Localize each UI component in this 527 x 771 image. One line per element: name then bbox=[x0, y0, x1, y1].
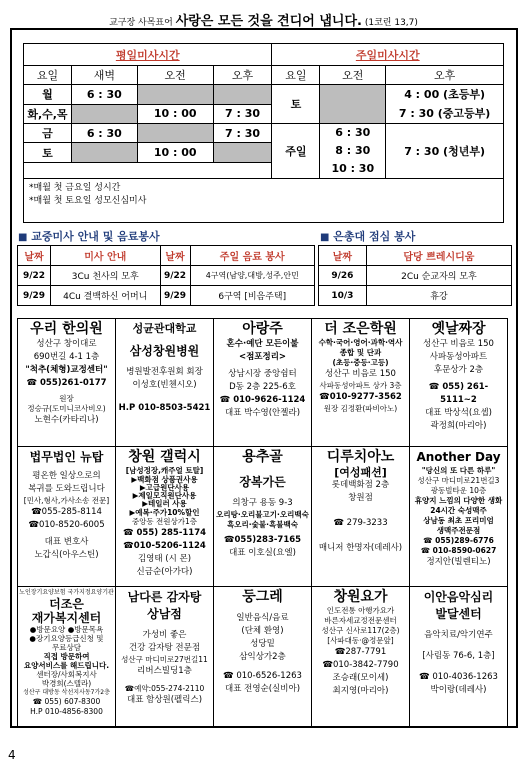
row-mon: 월 bbox=[24, 85, 72, 105]
col-day-sun: 요일 bbox=[272, 66, 320, 85]
ad-title: 아랑주 bbox=[242, 321, 283, 337]
motto-text: 사랑은 모든 것을 견디어 냅니다. bbox=[175, 14, 362, 29]
ad-deojoeun-welfare bbox=[18, 587, 116, 727]
ad-title: 둥그레 bbox=[242, 589, 283, 605]
ad-phone: ☎010-8520-6005 bbox=[28, 520, 105, 530]
ad-line: 일반음식/음료 bbox=[236, 613, 289, 623]
ad-line: 무료상담 bbox=[52, 643, 81, 652]
ad-line: 중앙동 전원상가1층 bbox=[131, 517, 198, 526]
ad-line: 대표 이호실(요엘) bbox=[229, 548, 296, 558]
mon-dawn: 6 : 30 bbox=[71, 85, 137, 105]
ad-line: 원장 김정환(파비아노) bbox=[323, 404, 398, 413]
fri-dawn: 6 : 30 bbox=[71, 124, 137, 143]
ad-line: 흑오리·숯불·흑불백숙 bbox=[227, 520, 298, 529]
ad-line: 직접 방문하여 bbox=[43, 652, 90, 661]
ad-dunggre bbox=[214, 587, 312, 727]
ad-samsung-hospital bbox=[116, 319, 214, 447]
ad-title: 삼성창원병원 bbox=[129, 344, 200, 358]
lunch-section-title bbox=[320, 228, 415, 244]
ad-line: (초등·중등·고등) bbox=[332, 358, 389, 367]
ad-phone: ☎ 010-8590-0627 bbox=[420, 546, 497, 555]
ad-phone: ☎ 010-6526-1263 bbox=[223, 671, 302, 681]
col-pm-sun: 오후 bbox=[386, 66, 504, 85]
ad-line: 대표 박상석(요셉) bbox=[425, 408, 492, 418]
ad-line: 삼익상가2층 bbox=[239, 652, 286, 662]
table-cell: 휴강 bbox=[366, 286, 511, 306]
ad-title: Another Day bbox=[416, 450, 501, 464]
mass-schedule-table bbox=[23, 43, 504, 223]
ad-title: 우리 한의원 bbox=[30, 321, 103, 337]
ad-line: ▶예복·주가10%할인 bbox=[129, 508, 200, 517]
ad-line: 건강 감자탕 전문점 bbox=[128, 643, 201, 653]
table-cell: 9/29 bbox=[160, 286, 190, 306]
table-row: 10/3 bbox=[319, 286, 367, 306]
ad-diluciano bbox=[312, 447, 410, 587]
sunday-pm-time: 7 : 30 (청년부) bbox=[386, 124, 504, 179]
ad-phone: ☎ 055) 285-1174 bbox=[122, 528, 207, 538]
ad-phone: ☎010-5206-1124 bbox=[123, 541, 206, 551]
ad-line: 조승래(모이세) bbox=[332, 673, 389, 683]
intro-section-title bbox=[18, 228, 160, 244]
ad-title: 창원요가 bbox=[333, 589, 388, 605]
col-mass: 미사 안내 bbox=[50, 246, 160, 266]
row-fri: 금 bbox=[24, 124, 72, 143]
ad-arangju bbox=[214, 319, 312, 447]
ad-ian-music-therapy bbox=[410, 587, 508, 727]
empty-cell bbox=[137, 124, 213, 143]
ad-line: 리버스빌딩1층 bbox=[137, 666, 192, 676]
ad-title: 재가복지센터 bbox=[31, 611, 102, 625]
ad-phone: ☎예약:055-274-2110 bbox=[124, 684, 205, 693]
col-date2: 날짜 bbox=[160, 246, 190, 266]
ad-line: 생맥주전문점 bbox=[436, 526, 481, 535]
sunday-am-times bbox=[320, 124, 386, 179]
weekday-mass-title: 평일미사시간 bbox=[24, 44, 272, 66]
note-2: *매월 첫 토요일 성모신심미사 bbox=[29, 196, 147, 206]
ad-phone: ☎010-3842-7790 bbox=[322, 660, 399, 670]
ad-phone: ☎ 055) 607-8300 bbox=[32, 697, 101, 706]
empty-cell bbox=[137, 85, 213, 105]
ad-line: 김영태 (시 몬) bbox=[137, 554, 192, 564]
col-pm: 오후 bbox=[213, 66, 272, 85]
col-drink: 주일 음료 봉사 bbox=[190, 246, 314, 266]
ad-phone: H.P 010-8503-5421 bbox=[118, 403, 211, 413]
ad-line: 24시간 숙성맥주 bbox=[430, 506, 487, 515]
ad-line: 창원점 bbox=[348, 493, 373, 503]
intro-title-text: 교중미사 안내 및 음료봉사 bbox=[31, 230, 160, 243]
fri-pm: 7 : 30 bbox=[213, 124, 272, 143]
lunch-title-text: 은총대 점심 봉사 bbox=[333, 230, 416, 243]
ad-line: 음악치료/악기연주 bbox=[424, 630, 493, 640]
ad-phone: ☎ 010-4036-1263 bbox=[419, 672, 498, 682]
tuethu-am: 10 : 00 bbox=[137, 104, 213, 124]
col-am: 오전 bbox=[137, 66, 213, 85]
ad-line: ▶백화점 상품권사용 bbox=[131, 475, 198, 484]
ad-line: 정승규(도미니코사비오) bbox=[27, 404, 106, 413]
note-1: *매월 첫 금요일 성시간 bbox=[29, 183, 121, 193]
ad-line: 매니저 한명자(데레사) bbox=[318, 543, 403, 553]
ad-line: 오리탕·오리불고기·오리백숙 bbox=[216, 510, 309, 519]
empty-cell bbox=[71, 104, 137, 124]
ad-subtitle: 성균관대학교 bbox=[132, 322, 197, 335]
ad-line: 성산구 마디미로21번길3 bbox=[417, 476, 500, 485]
ad-line: 690번길 4-1 1층 bbox=[33, 352, 100, 362]
ad-title: 용추골 bbox=[242, 449, 283, 465]
ad-line: 박경희(스텔라) bbox=[41, 679, 92, 688]
ad-line: [남성정장,캐주얼 토탈] bbox=[125, 466, 204, 475]
ads-grid bbox=[17, 318, 508, 727]
ad-line: 곽정희(마리아) bbox=[430, 421, 487, 431]
page-motto bbox=[0, 10, 527, 29]
ad-woori-clinic bbox=[18, 319, 116, 447]
ad-title: 창원 갤럭시 bbox=[128, 449, 201, 465]
ad-line: ●장기요양등급신청 및 bbox=[29, 634, 104, 643]
ad-namdareun-gamjatang bbox=[116, 587, 214, 727]
ad-line: 복귀를 도와드립니다 bbox=[28, 484, 105, 494]
sat-pm-times bbox=[386, 85, 504, 124]
ad-phone: ☎287-7791 bbox=[334, 647, 387, 657]
empty-cell bbox=[24, 162, 272, 178]
sunday-mass-title: 주일미사시간 bbox=[272, 44, 504, 66]
ad-phone: ☎010-9277-3562 bbox=[319, 392, 402, 402]
table-cell: 2Cu 순교자의 모후 bbox=[366, 266, 511, 286]
table-cell: 4Cu 결백하신 어머니 bbox=[50, 286, 160, 306]
ad-line: 상남시장 중앙쉼터 bbox=[228, 369, 297, 379]
ad-line: 바른자세교정전문센터 bbox=[324, 616, 397, 625]
row-tuethu: 화,수,목 bbox=[24, 104, 72, 124]
ad-line: 성산구 신사로117(2층) bbox=[321, 626, 400, 635]
intro-table bbox=[17, 245, 315, 306]
ad-line: 사파동성아파트 bbox=[429, 352, 488, 362]
ad-line: 인도전통 아행가요가 bbox=[326, 606, 395, 615]
ad-line: 성산구 비음로 150 bbox=[423, 339, 494, 349]
col-duty: 담당 쁘레시디움 bbox=[366, 246, 511, 266]
ad-line: 노인장기요양보험 국가지정요양기관 bbox=[19, 589, 114, 596]
ad-another-day bbox=[410, 447, 508, 587]
ad-phone: ☎ 055)261-0177 bbox=[26, 378, 107, 388]
ad-phone: ☎ 279-3233 bbox=[333, 518, 388, 528]
ad-phone: ☎055-285-8114 bbox=[31, 507, 102, 517]
ad-line: (단체 환영) bbox=[241, 626, 284, 636]
ad-line: 혼수·예단 모든이불 bbox=[226, 339, 299, 349]
ad-line: [사파대동·@정문앞] bbox=[327, 636, 394, 645]
table-cell: 9/22 bbox=[160, 266, 190, 286]
ad-line: [여성패션] bbox=[334, 466, 387, 479]
ad-title: 장복가든 bbox=[239, 475, 286, 489]
ad-line: 이성호(빈첸시오) bbox=[132, 380, 197, 390]
sat-am: 10 : 00 bbox=[137, 143, 213, 162]
ad-line: 최지영(마리아) bbox=[332, 686, 389, 696]
ad-line: "당신의 또 다른 하루" bbox=[421, 466, 496, 475]
ad-title: 더 조은학원 bbox=[324, 321, 397, 337]
empty-cell bbox=[213, 85, 272, 105]
ad-line: 종합 및 단과 bbox=[339, 348, 382, 357]
ad-phone: ☎055)283-7165 bbox=[223, 535, 302, 545]
col-am-sun: 오전 bbox=[320, 66, 386, 85]
ad-title: 발달센터 bbox=[435, 607, 482, 621]
ad-line: D동 2층 225-6호 bbox=[229, 382, 296, 392]
square-icon: ■ bbox=[320, 232, 330, 243]
ad-changwon-yoga bbox=[312, 587, 410, 727]
ad-line: 대표 함상원(펠릭스) bbox=[126, 695, 203, 705]
ad-line: ●방문요양 ●방문목욕 bbox=[29, 625, 104, 634]
ad-line: 정지안(빌렌티노) bbox=[426, 557, 491, 567]
ad-line: 사파동성아파트 상가 3층 bbox=[319, 381, 402, 390]
ad-line: 성당밑 bbox=[250, 639, 275, 649]
ad-title: 이안음악심리 bbox=[423, 590, 494, 604]
table-row: 9/29 bbox=[18, 286, 51, 306]
ad-line: 의창구 용동 9-3 bbox=[232, 498, 293, 508]
ad-line: 성산구 비음로 150 bbox=[325, 369, 396, 379]
empty-cell bbox=[213, 143, 272, 162]
ad-old-jjajang bbox=[410, 319, 508, 447]
tuethu-pm: 7 : 30 bbox=[213, 104, 272, 124]
ad-newtop-law bbox=[18, 447, 116, 587]
ad-line: 휴양지 느낌의 다양한 생화 bbox=[414, 496, 503, 505]
sun-am-2: 8 : 30 bbox=[335, 144, 371, 157]
ad-line: 원장 bbox=[59, 394, 74, 403]
ad-line: 상남동 최초 프리미엄 bbox=[423, 516, 494, 525]
ad-line: 광동빌타운 10층 bbox=[430, 486, 487, 495]
page-number: 4 bbox=[8, 748, 16, 762]
table-row: 9/22 bbox=[18, 266, 51, 286]
ad-title: 상남점 bbox=[147, 607, 182, 621]
ad-line: 대표 박수영(안젤라) bbox=[224, 408, 301, 418]
ad-line: 대표 전영순(실비아) bbox=[224, 684, 301, 694]
sat-pm-2: 7 : 30 (중고등부) bbox=[398, 107, 491, 120]
ad-phone: ☎ 010-9626-1124 bbox=[219, 395, 306, 405]
ad-line: 센터장/사회복지사 bbox=[36, 670, 97, 679]
ad-line: 노갑식(아우스틴) bbox=[34, 550, 99, 560]
ad-line: 후문상가 2층 bbox=[433, 365, 484, 375]
ad-line: 대표 변호사 bbox=[44, 537, 89, 547]
sun-am-1: 6 : 30 bbox=[335, 126, 371, 139]
ad-galaxy bbox=[116, 447, 214, 587]
col-dawn: 새벽 bbox=[71, 66, 137, 85]
ad-phone: ☎ 055)289-6776 bbox=[423, 536, 494, 545]
ad-title: 옛날짜장 bbox=[431, 321, 486, 337]
ad-line: 성산구 마디미로27번길11 bbox=[121, 655, 208, 664]
motto-citation: (1코린 13,7) bbox=[364, 18, 418, 28]
sun-am-3: 10 : 30 bbox=[331, 162, 375, 175]
ad-title: 법무법인 뉴탑 bbox=[29, 450, 104, 464]
square-icon: ■ bbox=[18, 232, 28, 243]
ad-line: 가성비 좋은 bbox=[142, 630, 187, 640]
ad-yongchugol bbox=[214, 447, 312, 587]
ad-line: [민사,형사,가사소송 전문] bbox=[23, 496, 110, 505]
table-cell: 4구역(남양,대방,성주,안민 bbox=[190, 266, 314, 286]
sat-sun-label: 토 bbox=[272, 85, 320, 124]
mass-notes bbox=[24, 179, 504, 223]
ad-line: ▶고급원단사용 bbox=[139, 483, 190, 492]
ad-line: 신금순(아가다) bbox=[136, 567, 193, 577]
ad-phone: H.P 010-4856-8300 bbox=[30, 707, 103, 716]
ad-line: 박이랑(데레사) bbox=[430, 685, 487, 695]
ad-line: ▶제일모직원단사용 bbox=[132, 491, 197, 500]
lunch-table bbox=[318, 245, 512, 306]
ad-line: 성산구 대방동 삭선지사동7가2층 bbox=[23, 689, 110, 696]
ad-line: <점포정리> bbox=[238, 352, 287, 362]
ad-line: [사림동 76-6, 1층] bbox=[422, 651, 495, 661]
motto-prefix: 교구장 사목표어 bbox=[109, 18, 173, 28]
ad-title: 남다른 감자탕 bbox=[127, 590, 202, 604]
col-date: 날짜 bbox=[319, 246, 367, 266]
ad-line: 롯데백화점 2층 bbox=[331, 480, 390, 490]
ad-line: 병원발전후원회 회장 bbox=[126, 367, 203, 377]
ad-line: 요양서비스를 해드립니다. bbox=[23, 661, 110, 670]
ad-title: 더조은 bbox=[49, 597, 84, 611]
empty-cell bbox=[71, 143, 137, 162]
table-cell: 3Cu 천사의 모후 bbox=[50, 266, 160, 286]
ad-line: 노현수(카타리나) bbox=[34, 415, 99, 425]
ad-title: 디루치아노 bbox=[326, 449, 395, 465]
empty-cell bbox=[320, 85, 386, 124]
ad-line: 성산구 창이대로 bbox=[36, 339, 97, 349]
ad-line: 평온한 일상으로의 bbox=[32, 471, 101, 481]
ad-phone: ☎ 055) 261-5111~2 bbox=[428, 382, 489, 405]
ad-deojoeun-academy bbox=[312, 319, 410, 447]
col-day: 요일 bbox=[24, 66, 72, 85]
ad-line: ▶테일러 사용 bbox=[142, 499, 187, 508]
col-date: 날짜 bbox=[18, 246, 51, 266]
sat-pm-1: 4 : 00 (초등부) bbox=[404, 88, 485, 101]
row-sat: 토 bbox=[24, 143, 72, 162]
table-row: 9/26 bbox=[319, 266, 367, 286]
table-cell: 6구역 [비음주택] bbox=[190, 286, 314, 306]
ad-line: "척추(체형)교정센터" bbox=[25, 365, 108, 375]
ad-line: 수학·국어·영어·과학·역사 bbox=[318, 338, 403, 347]
sunday-label: 주일 bbox=[272, 124, 320, 179]
